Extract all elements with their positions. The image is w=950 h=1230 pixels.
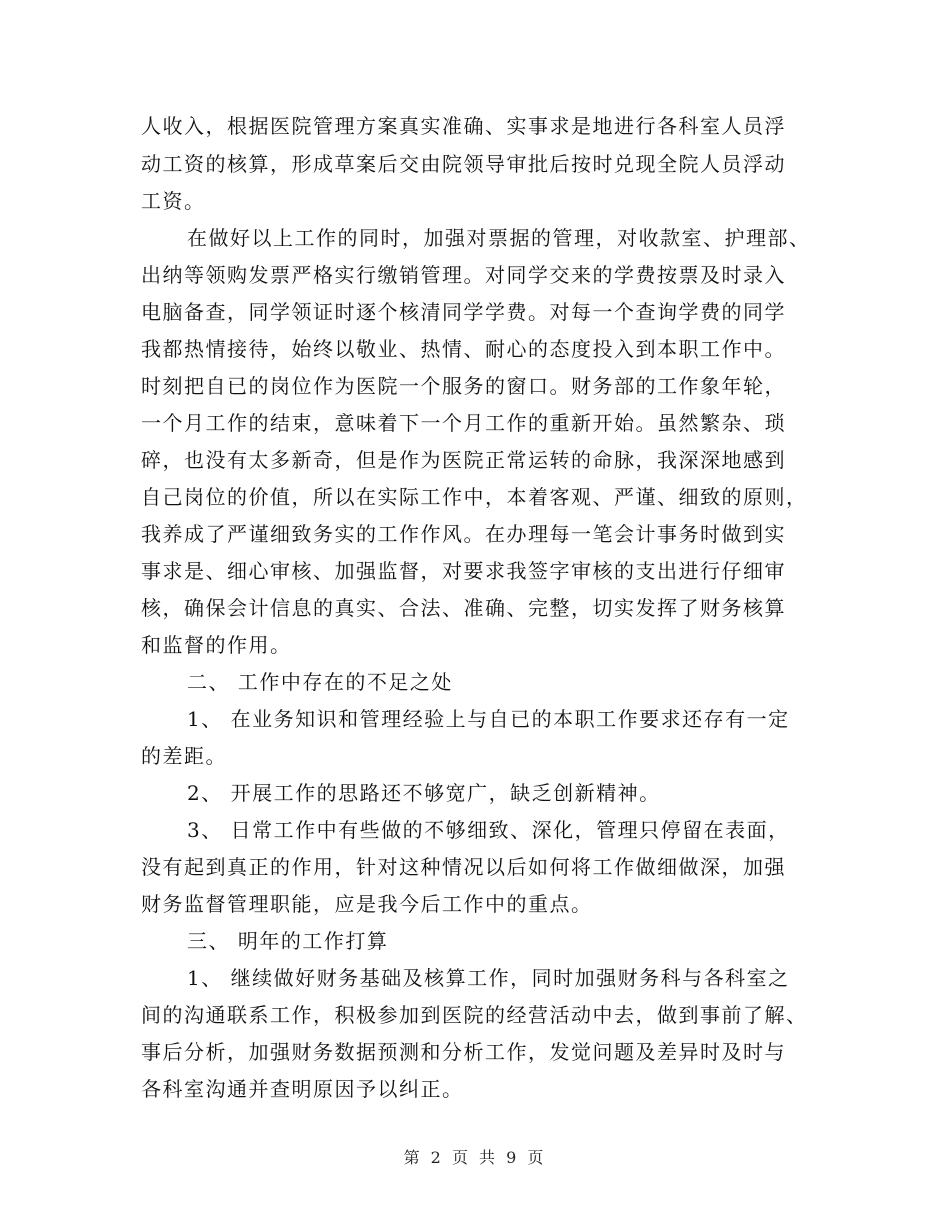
list-item-line: 2、 开展工作的思路还不够宽广，缺乏创新精神。 <box>187 781 661 805</box>
list-item-line: 1、 继续做好财务基础及核算工作，同时加强财务科与各科室之 <box>187 966 790 990</box>
list-item-line: 各科室沟通并查明原因予以纠正。 <box>141 1077 464 1101</box>
list-item-line: 没有起到真正的作用，针对这种情况以后如何将工作做细做深，加强 <box>141 855 786 879</box>
body-text-line: 动工资的核算，形成草案后交由院领导审批后按时兑现全院人员浮动 <box>141 152 786 176</box>
body-text-line: 碎，也没有太多新奇，但是作为医院正常运转的命脉，我深深地感到 <box>141 448 786 472</box>
section-heading: 三、 明年的工作打算 <box>187 929 389 953</box>
body-text-line: 和监督的作用。 <box>141 633 292 657</box>
body-text-line: 一个月工作的结束，意味着下一个月工作的重新开始。虽然繁杂、琐 <box>141 411 786 435</box>
list-item-line: 的差距。 <box>141 744 227 768</box>
body-text-line: 电脑备查，同学领证时逐个核清同学学费。对每一个查询学费的同学 <box>141 300 786 324</box>
body-text-line: 自己岗位的价值，所以在实际工作中，本着客观、严谨、细致的原则， <box>141 485 808 509</box>
body-text-line: 出纳等领购发票严格实行缴销管理。对同学交来的学费按票及时录入 <box>141 263 786 287</box>
section-heading: 二、 工作中存在的不足之处 <box>187 670 453 694</box>
list-item-line: 3、 日常工作中有些做的不够细致、深化，管理只停留在表面， <box>187 818 790 842</box>
body-text-line: 时刻把自已的岗位作为医院一个服务的窗口。财务部的工作象年轮， <box>141 374 786 398</box>
body-text-line: 我养成了严谨细致务实的工作作风。在办理每一笔会计事务时做到实 <box>141 522 786 546</box>
list-item-line: 1、 在业务知识和管理经验上与自已的本职工作要求还存有一定 <box>187 707 790 731</box>
body-text-line: 工资。 <box>141 189 206 213</box>
body-text-line: 核，确保会计信息的真实、合法、准确、完整，切实发挥了财务核算 <box>141 596 786 620</box>
body-text-line: 我都热情接待，始终以敬业、热情、耐心的态度投入到本职工作中。 <box>141 337 786 361</box>
page-number-footer: 第 2 页 共 9 页 <box>403 1148 547 1167</box>
body-text-line: 在做好以上工作的同时，加强对票据的管理，对收款室、护理部、 <box>187 226 811 250</box>
body-text-line: 事求是、细心审核、加强监督，对要求我签字审核的支出进行仔细审 <box>141 559 786 583</box>
body-text-line: 人收入，根据医院管理方案真实准确、实事求是地进行各科室人员浮 <box>141 114 786 138</box>
list-item-line: 事后分析，加强财务数据预测和分析工作，发觉问题及差异时及时与 <box>141 1040 786 1064</box>
list-item-line: 财务监督管理职能，应是我今后工作中的重点。 <box>141 892 593 916</box>
list-item-line: 间的沟通联系工作，积极参加到医院的经营活动中去，做到事前了解、 <box>141 1003 808 1027</box>
